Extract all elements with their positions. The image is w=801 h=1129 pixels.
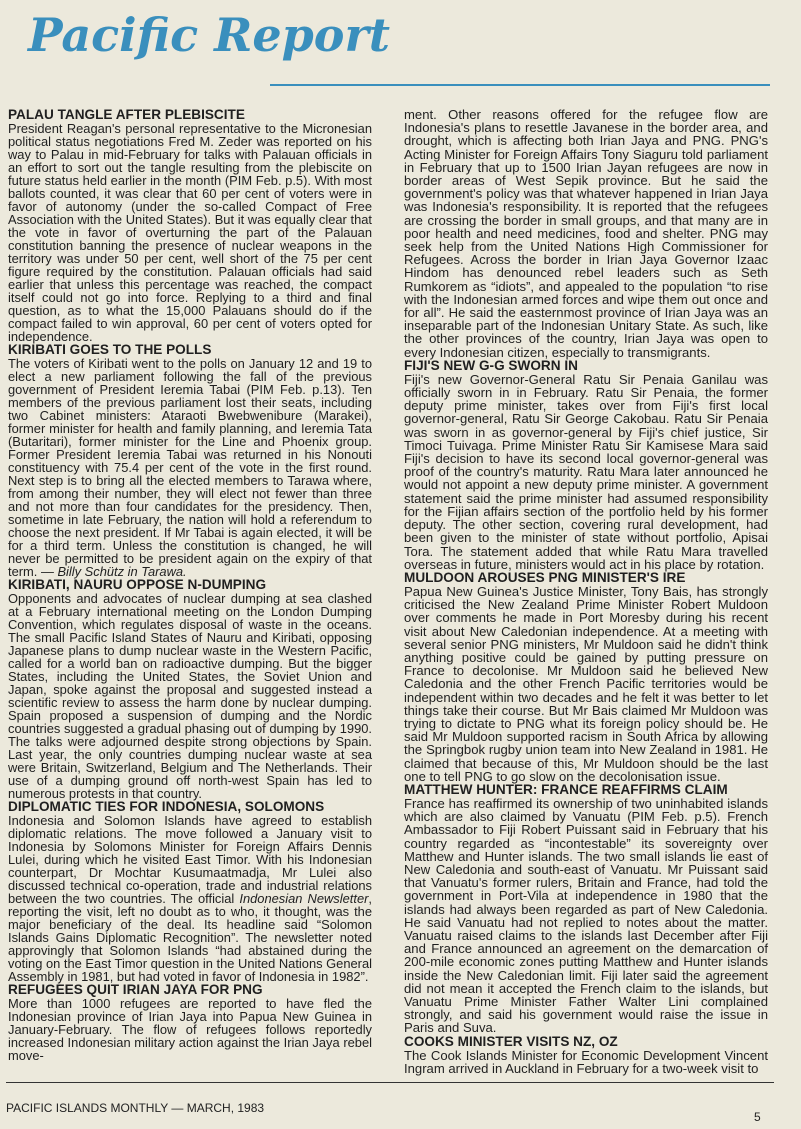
article-text-kiribati-polls: The voters of Kiribati went to the polls on January 12 and 19 to elect a new parliament following the fall of the previous government of President Ieremia Tabai (PIM Feb. p.13). Ten members of the previous parliament lost their seats, including two Cabinet ministers: Ataraoti Bwebwenibure (Marakei), former minister for health and family planning, and Ieremia Tata (Butaritari), former minister for the Line and Phoenix group. Former President Ieremia Tabai was returned in his Nonouti constituency with 75.4 per cent of the vote in the first round. Next step is to bring all the elected members to Tarawa where, from among their number, they will elect not fewer than three and not more than four candidates for the presidency. Then, sometime in late February, the nation will hold a referendum to choose the next president. If Mr Tabai is again elected, it will be for a third term. Unless the constitution is changed, he will never be permitted to be president again on the expiry of that term. — bbox=[8, 356, 372, 579]
article-heading-refugees: REFUGEES QUIT IRIAN JAYA FOR PNG bbox=[8, 982, 263, 997]
article-heading-diplomatic-ties: DIPLOMATIC TIES FOR INDONESIA, SOLOMONS bbox=[8, 799, 325, 814]
article-heading-cooks-minister: COOKS MINISTER VISITS NZ, OZ bbox=[404, 1033, 618, 1049]
footer-publication: PACIFIC ISLANDS MONTHLY — MARCH, 1983 bbox=[6, 1101, 265, 1115]
article-body-palau: President Reagan's personal representative to the Micronesian political status negotiations Fred M. Zeder was reported on his way to Palau in mid-February for talks with Palauan officials in an effort to sort out the tangle resulting from the plebiscite on future status held earlier in the month (PIM Feb. p.5). With most ballots counted, it was clear that 60 per cent of voters were in favor of autonomy (under the so-called Compact of Free Association with the United States). But it was equally clear that the vote in favor of overturning the part of the Palauan constitution banning the presence of nuclear weapons in the territory was under 50 per cent, well short of the 75 per cent figure required by the constitution. Palauan officials had said earlier that unless this percentage was reached, the compact itself could not go into force. Replying to a third and final question, as to what the 15,000 Palauans should do if the compact failed to win approval, 60 per cent of voters opted for independence. bbox=[8, 121, 372, 344]
publication-title: Indonesian Newsletter bbox=[239, 891, 369, 906]
article-text-part-1: Indonesia and Solomon Islands have agreed to establish diplomatic relations. The move followed a January visit to Indonesia by Solomons Minister for Foreign Affairs Dennis Lulei, during which he visited East Timor. With his Indonesian counterpart, Dr Mochtar Kusumaatmadja, Mr Lulei also discussed technical co-operation, trade and industrial relations between the two countries. The official bbox=[8, 813, 372, 906]
article-body-muldoon: Papua New Guinea's Justice Minister, Tony Bais, has strongly criticised the New Zealand Prime Minister Robert Muldoon over comments he made in Port Moresby during his recent visit about New Caledonian independence. At a meeting with several senior PNG ministers, Mr Muldoon said he didn't think anything positive could be gained by putting pressure on France to decolonise. Mr Muldoon said he believed New Caledonia and the other French Pacific territories would be independent within two decades and he felt it was better to let things take their course. But Mr Bais claimed Mr Muldoon was trying to dictate to PNG what its foreign policy should be. He said Mr Muldoon supported racism in South Africa by allowing the Springbok rugby union team into New Zealand in 1981. He claimed that because of this, Mr Muldoon should be the last one to tell PNG to go slow on the decolonisation issue. bbox=[404, 583, 768, 784]
article-heading-fiji-gg: FIJI'S NEW G-G SWORN IN bbox=[404, 357, 578, 373]
right-column bbox=[404, 108, 768, 1075]
article-body-refugees-continued: ment. Other reasons offered for the refugee flow are Indonesia's plans to resettle Javanese in the border area, and drought, which is affecting both Irian Jaya and PNG. PNG's Acting Minister for Foreign Affairs Tony Siaguru told parliament in February that up to 1500 Irian Jayan refugees are now in border areas of West Sepik province. But he said the government's policy was that whatever happened in Irian Jaya was Indonesia's responsibility. It is reported that the refugees are crossing the border in small groups, and that many are in poor health and need medicines, food and shelter. PNG may seek help from the United Nations High Commissioner for Refugees. Across the border in Irian Jaya Governor Izaac Hindom has denounced rebel leaders such as Seth Rumkorem as “idiots”, and appealed to the population “to rise with the Indonesian armed forces and wipe them out once and for all”. He said the easternmost province of Irian Jaya was an inseparable part of the Indonesian Unitary State. As such, like the other provinces of the country, Irian Jaya was open to every Indonesian citizen, especially to transmigrants. bbox=[404, 107, 768, 360]
article-body-refugees: More than 1000 refugees are reported to have fled the Indonesian province of Irian Jaya into Papua New Guinea in January-February. The flow of refugees follows reportedly increased Indonesian military action against the Irian Jaya rebel move- bbox=[8, 996, 372, 1063]
article-heading-muldoon: MULDOON AROUSES PNG MINISTER'S IRE bbox=[404, 569, 686, 585]
article-body-cooks-minister: The Cook Islands Minister for Economic Development Vincent Ingram arrived in Auckland in February for a two-week visit to bbox=[404, 1047, 768, 1076]
footer-rule bbox=[6, 1082, 774, 1083]
article-body-fiji-gg: Fiji's new Governor-General Ratu Sir Penaia Ganilau was officially sworn in in February. Ratu Sir Penaia, the former deputy prime minister, takes over from Fiji's first local governor-general, Ratu Sir George Cakobau. Ratu Sir Penaia was sworn in as governor-general by Fiji's chief justice, Sir Timoci Tuivaga. Prime Minister Ratu Sir Kamisese Mara said Fiji's decision to have its second local governor-general was proof of the country's maturity. Ratu Mara later announced he would not appoint a new deputy prime minister. A government statement said the prime minister had assumed responsibility for the Fijian affairs section of the portfolio held by his former deputy. The other section, covering rural development, had been given to the minister of state without portfolio, Apisai Tora. The statement added that while Ratu Mara travelled overseas in future, ministers would act in his place by rotation. bbox=[404, 371, 768, 572]
article-heading-palau: PALAU TANGLE AFTER PLEBISCITE bbox=[8, 107, 245, 122]
article-body-matthew-hunter: France has reaffirmed its ownership of two uninhabited islands which are also claimed by Vanuatu (PIM Feb. p.5). French Ambassador to Fiji Robert Puissant said in February that his country regarded as “incontestable” its sovereignty over Matthew and Hunter islands. The two small islands lie east of New Caledonia and south-east of Vanuatu. Mr Puissant said that Vanuatu's former rulers, Britain and France, had told the government in Port-Vila at independence in 1980 that the islands had always been regarded as part of New Caledonia. He said Vanuatu had not replied to notes about the matter. Vanuatu raised claims to the islands last December after Fiji and France announced an agreement on the demarcation of 200-mile economic zones putting Matthew and Hunter islands inside the New Caledonian limit. Fiji later said the agreement did not mean it accepted the French claim to the islands, but Vanuatu Prime Minister Father Walter Lini complained strongly, and said his government would raise the issue in Paris and Suva. bbox=[404, 795, 768, 1036]
article-text-part-2: , reporting the visit, left no doubt as to who, it thought, was the major beneficiary of the deal. Its headline said “Solomon Islands Gains Diplomatic Recognition”. The newsletter noted approvingly that Solomon Islands “had abstained during the voting on the East Timor question in the United Nations General Assembly in 1981, but had voted in favor of Indonesia in 1982”. bbox=[8, 891, 373, 984]
left-column bbox=[8, 108, 372, 1062]
masthead-logo: Pacific Report bbox=[28, 8, 390, 62]
article-body-n-dumping: Opponents and advocates of nuclear dumping at sea clashed at a February international meeting on the London Dumping Convention, which regulates disposal of waste in the oceans. The small Pacific Island States of Nauru and Kiribati, opposing Japanese plans to dump nuclear waste in the Western Pacific, called for a world ban on radioactive dumping. But the bigger States, including the United States, the Soviet Union and Japan, spoke against the proposal and suggested instead a scientific review to assess the harm done by nuclear dumping. Spain proposed a suspension of dumping and the Nordic countries suggested a gradual phasing out of dumping by 1990. The talks were adjourned despite strong objections by Spain. Last year, the only countries dumping nuclear waste at sea were Britain, Switzerland, Belgium and The Netherlands. Their use of a dumping ground off north-west Spain has led to numerous protests in that country. bbox=[8, 591, 372, 801]
byline: Billy Schütz in Tarawa. bbox=[57, 564, 187, 579]
article-body-diplomatic-ties bbox=[8, 814, 372, 983]
article-body-kiribati-polls bbox=[8, 357, 372, 578]
masthead-rule bbox=[270, 84, 770, 86]
article-heading-matthew-hunter: MATTHEW HUNTER: FRANCE REAFFIRMS CLAIM bbox=[404, 781, 728, 797]
article-heading-kiribati-polls: KIRIBATI GOES TO THE POLLS bbox=[8, 342, 212, 357]
page-number: 5 bbox=[754, 1110, 761, 1124]
article-heading-n-dumping: KIRIBATI, NAURU OPPOSE N-DUMPING bbox=[8, 577, 267, 592]
